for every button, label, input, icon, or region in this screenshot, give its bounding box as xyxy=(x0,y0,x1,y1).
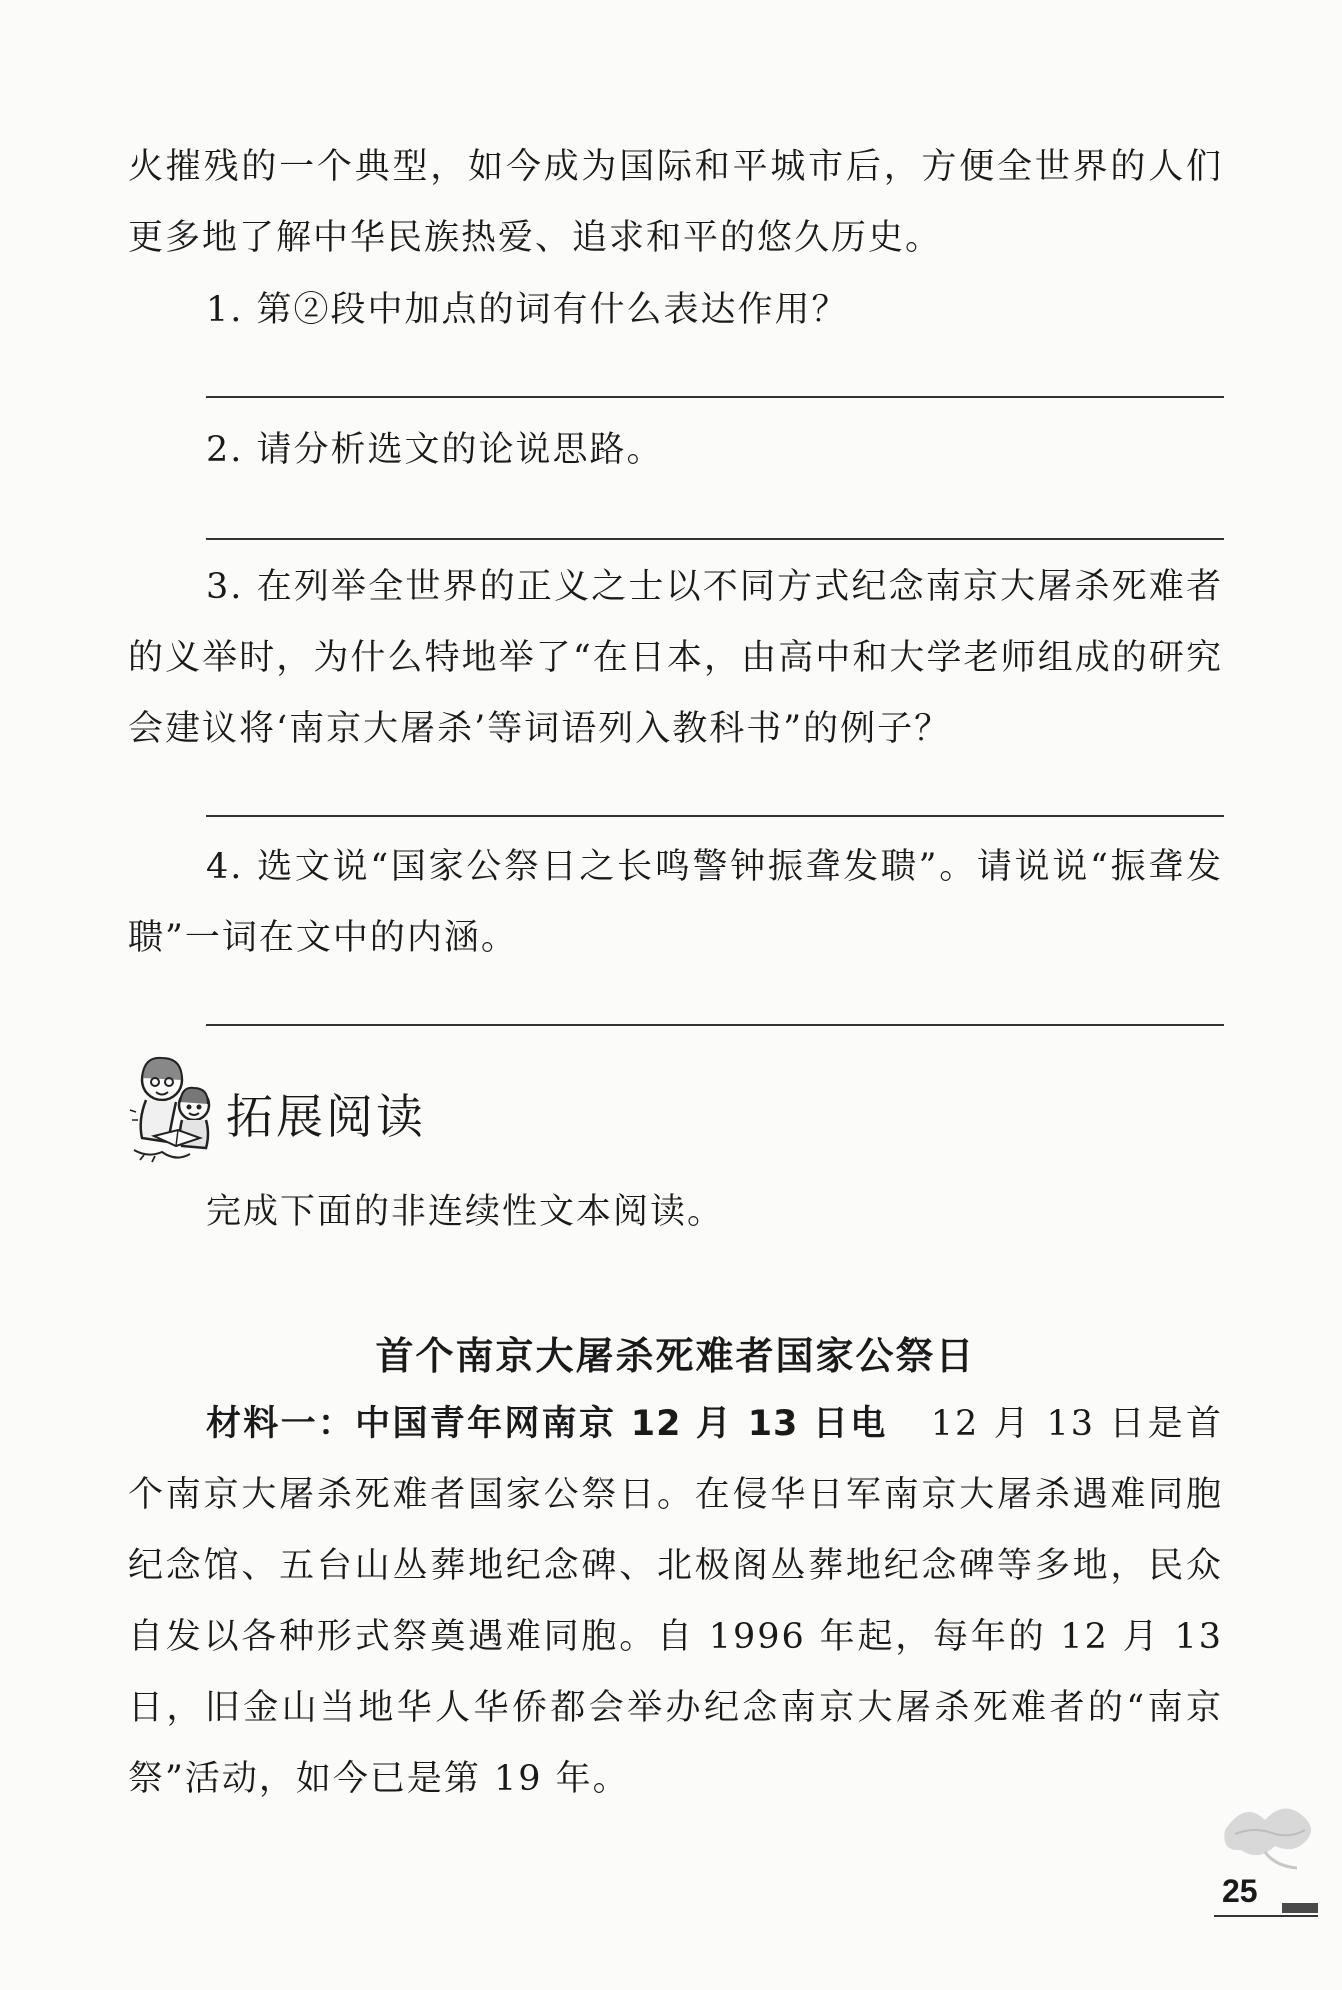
material-one-lead: 材料一：中国青年网南京 12 月 13 日电 xyxy=(206,1404,888,1444)
question-3: 3. 在列举全世界的正义之士以不同方式纪念南京大屠杀死难者的义举时，为什么特地举了“在日本，由高中和大学老师组成的研究会建议将‘南京大屠杀’等词语列入教科书”的例子？ xyxy=(128,567,1223,749)
section-title: 拓展阅读 xyxy=(226,1090,426,1145)
page-number-underline xyxy=(1214,1915,1318,1917)
page-number: 25 xyxy=(1222,1873,1258,1909)
material-one-body: 12 月 13 日是首个南京大屠杀死难者国家公祭日。在侵华日军南京大屠杀遇难同胞纪念馆、五台山丛葬地纪念碑、北极阁丛葬地纪念碑等多地，民众自发以各种形式祭奠遇难同胞。自 1996 年起，每年的 12 月 13 日，旧金山当地华人华侨都会举办纪念南京大屠杀死难者的“南京祭”活动，如今已是第 19 年。 xyxy=(128,1404,1223,1799)
answer-line-3[interactable] xyxy=(206,815,1224,817)
question-2: 2. 请分析选文的论说思路。 xyxy=(206,430,664,470)
material-one-paragraph xyxy=(128,1389,1223,1815)
reading-kids-icon xyxy=(128,1050,223,1165)
page-number-bar xyxy=(1282,1903,1318,1913)
section-heading xyxy=(128,1050,528,1170)
answer-line-4[interactable] xyxy=(206,1024,1224,1026)
question-4: 4. 选文说“国家公祭日之长鸣警钟振聋发聩”。请说说“振聋发聩”一词在文中的内涵。 xyxy=(128,847,1223,958)
answer-line-2[interactable] xyxy=(206,538,1224,540)
top-paragraph: 火摧残的一个典型，如今成为国际和平城市后，方便全世界的人们更多地了解中华民族热爱、追求和平的悠久历史。 xyxy=(128,147,1223,258)
question-1: 1. 第②段中加点的词有什么表达作用？ xyxy=(206,290,849,330)
answer-line-1[interactable] xyxy=(206,396,1224,398)
leaf-decoration-icon xyxy=(1205,1790,1325,1880)
article-title: 首个南京大屠杀死难者国家公祭日 xyxy=(375,1334,976,1378)
section-instruction: 完成下面的非连续性文本阅读。 xyxy=(206,1192,725,1232)
